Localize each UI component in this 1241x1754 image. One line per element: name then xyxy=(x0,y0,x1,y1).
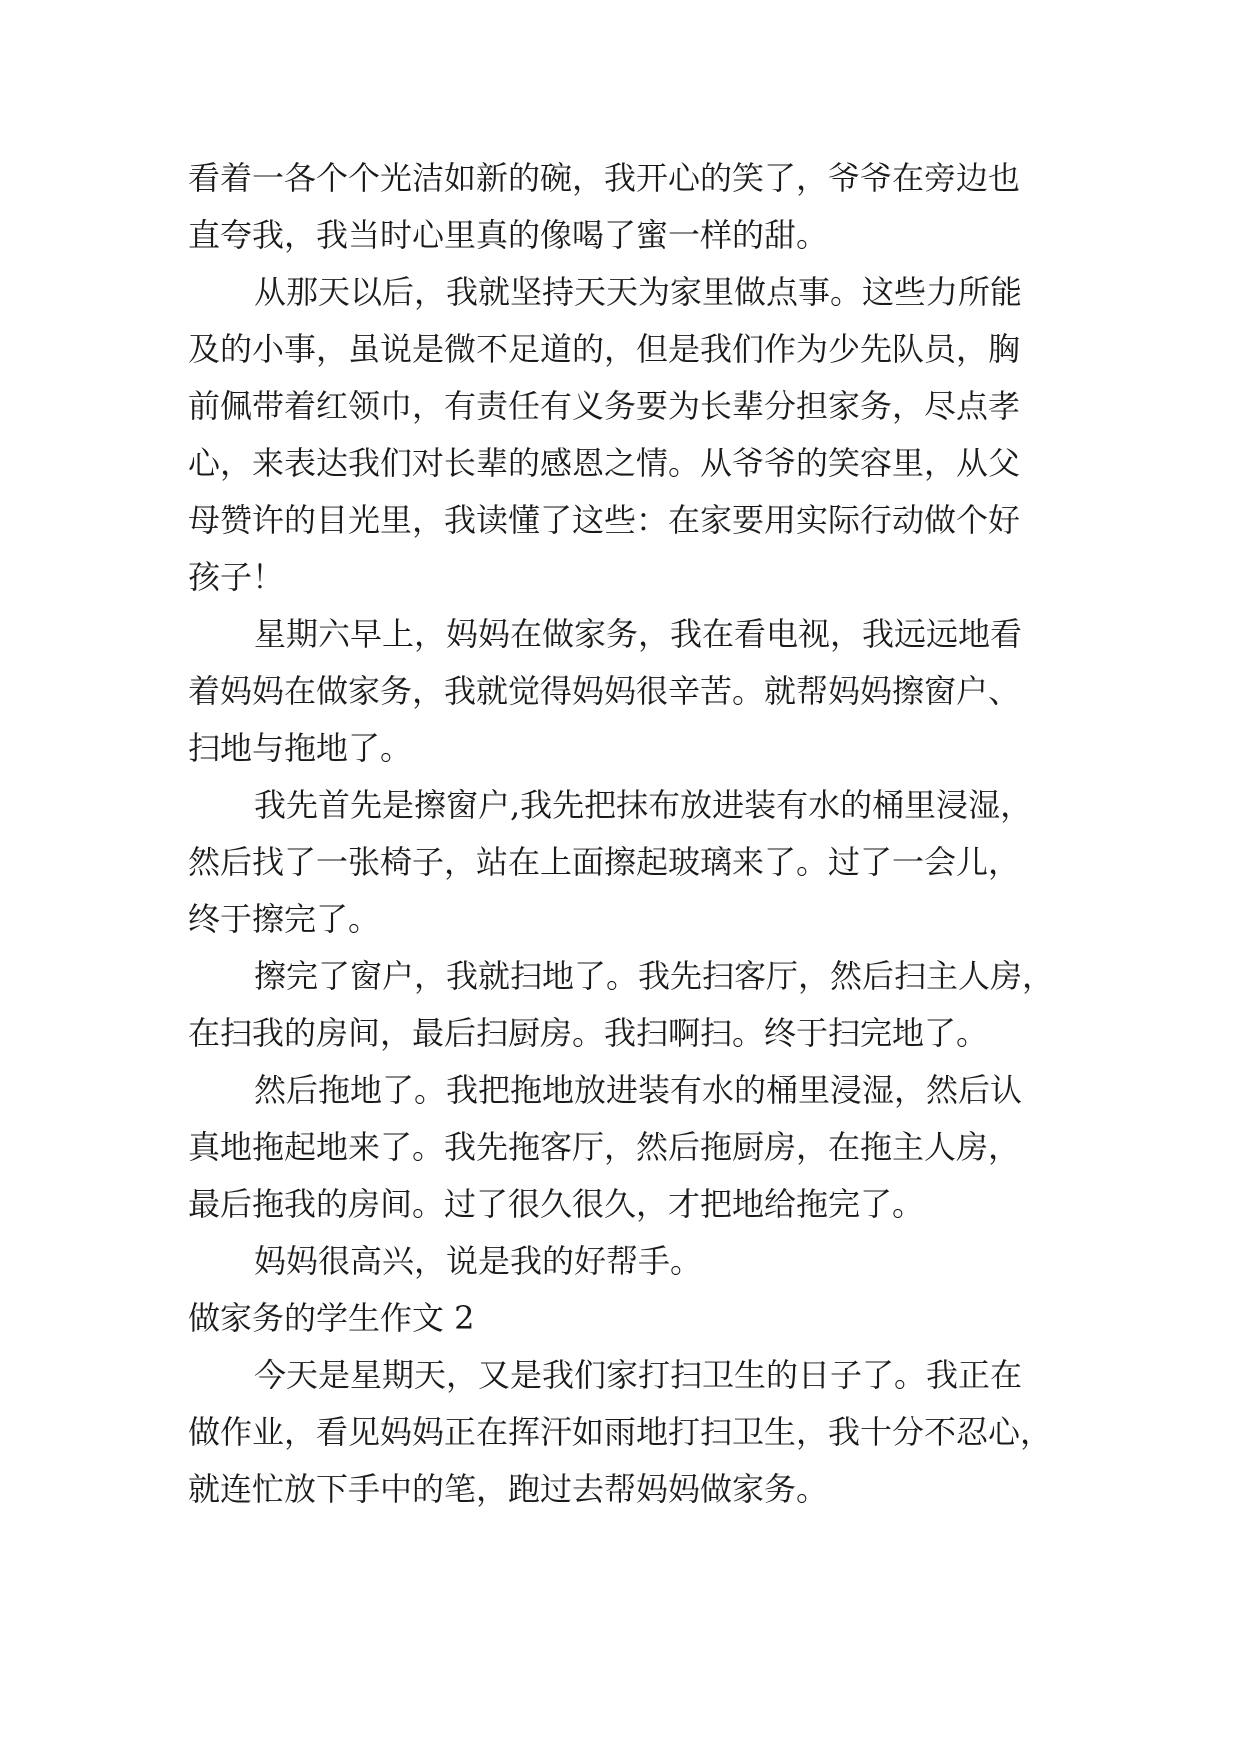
paragraph-start-line: 然后拖地了。我把拖地放进装有水的桶里浸湿，然后认 xyxy=(254,1071,1023,1109)
text-line: 就连忙放下手中的笔，跑过去帮妈妈做家务。 xyxy=(188,1470,829,1508)
text-line: 做作业，看见妈妈正在挥汗如雨地打扫卫生，我十分不忍心， xyxy=(188,1413,1053,1451)
text-line: 直夸我，我当时心里真的像喝了蜜一样的甜。 xyxy=(188,216,829,254)
paragraph-start-line: 妈妈很高兴，说是我的好帮手。 xyxy=(254,1242,703,1280)
paragraph-start-line: 从那天以后，我就坚持天天为家里做点事。这些力所能 xyxy=(254,273,1023,311)
section-heading: 做家务的学生作文 2 xyxy=(188,1299,475,1337)
paragraph-start-line: 星期六早上，妈妈在做家务，我在看电视，我远远地看 xyxy=(254,615,1023,653)
text-line: 前佩带着红领巾，有责任有义务要为长辈分担家务，尽点孝 xyxy=(188,387,1021,425)
text-line: 母赞许的目光里，我读懂了这些：在家要用实际行动做个好 xyxy=(188,501,1021,539)
text-line: 在扫我的房间，最后扫厨房。我扫啊扫。终于扫完地了。 xyxy=(188,1014,989,1052)
text-line: 然后找了一张椅子，站在上面擦起玻璃来了。过了一会儿， xyxy=(188,843,1021,881)
text-line: 扫地与拖地了。 xyxy=(188,729,413,767)
text-line: 着妈妈在做家务，我就觉得妈妈很辛苦。就帮妈妈擦窗户、 xyxy=(188,672,1021,710)
text-line: 及的小事，虽说是微不足道的，但是我们作为少先队员，胸 xyxy=(188,330,1021,368)
paragraph-start-line: 擦完了窗户，我就扫地了。我先扫客厅，然后扫主人房， xyxy=(254,957,1055,995)
text-line: 最后拖我的房间。过了很久很久，才把地给拖完了。 xyxy=(188,1185,925,1223)
text-line: 终于擦完了。 xyxy=(188,900,381,938)
text-line: 心，来表达我们对长辈的感恩之情。从爷爷的笑容里，从父 xyxy=(188,444,1021,482)
text-line: 孩子！ xyxy=(188,558,285,596)
paragraph-start-line: 我先首先是擦窗户,我先把抹布放进装有水的桶里浸湿， xyxy=(254,786,1033,824)
text-line: 真地拖起地来了。我先拖客厅，然后拖厨房，在拖主人房， xyxy=(188,1128,1021,1166)
paragraph-start-line: 今天是星期天，又是我们家打扫卫生的日子了。我正在 xyxy=(254,1356,1023,1394)
text-line: 看着一各个个光洁如新的碗，我开心的笑了，爷爷在旁边也 xyxy=(188,159,1021,197)
